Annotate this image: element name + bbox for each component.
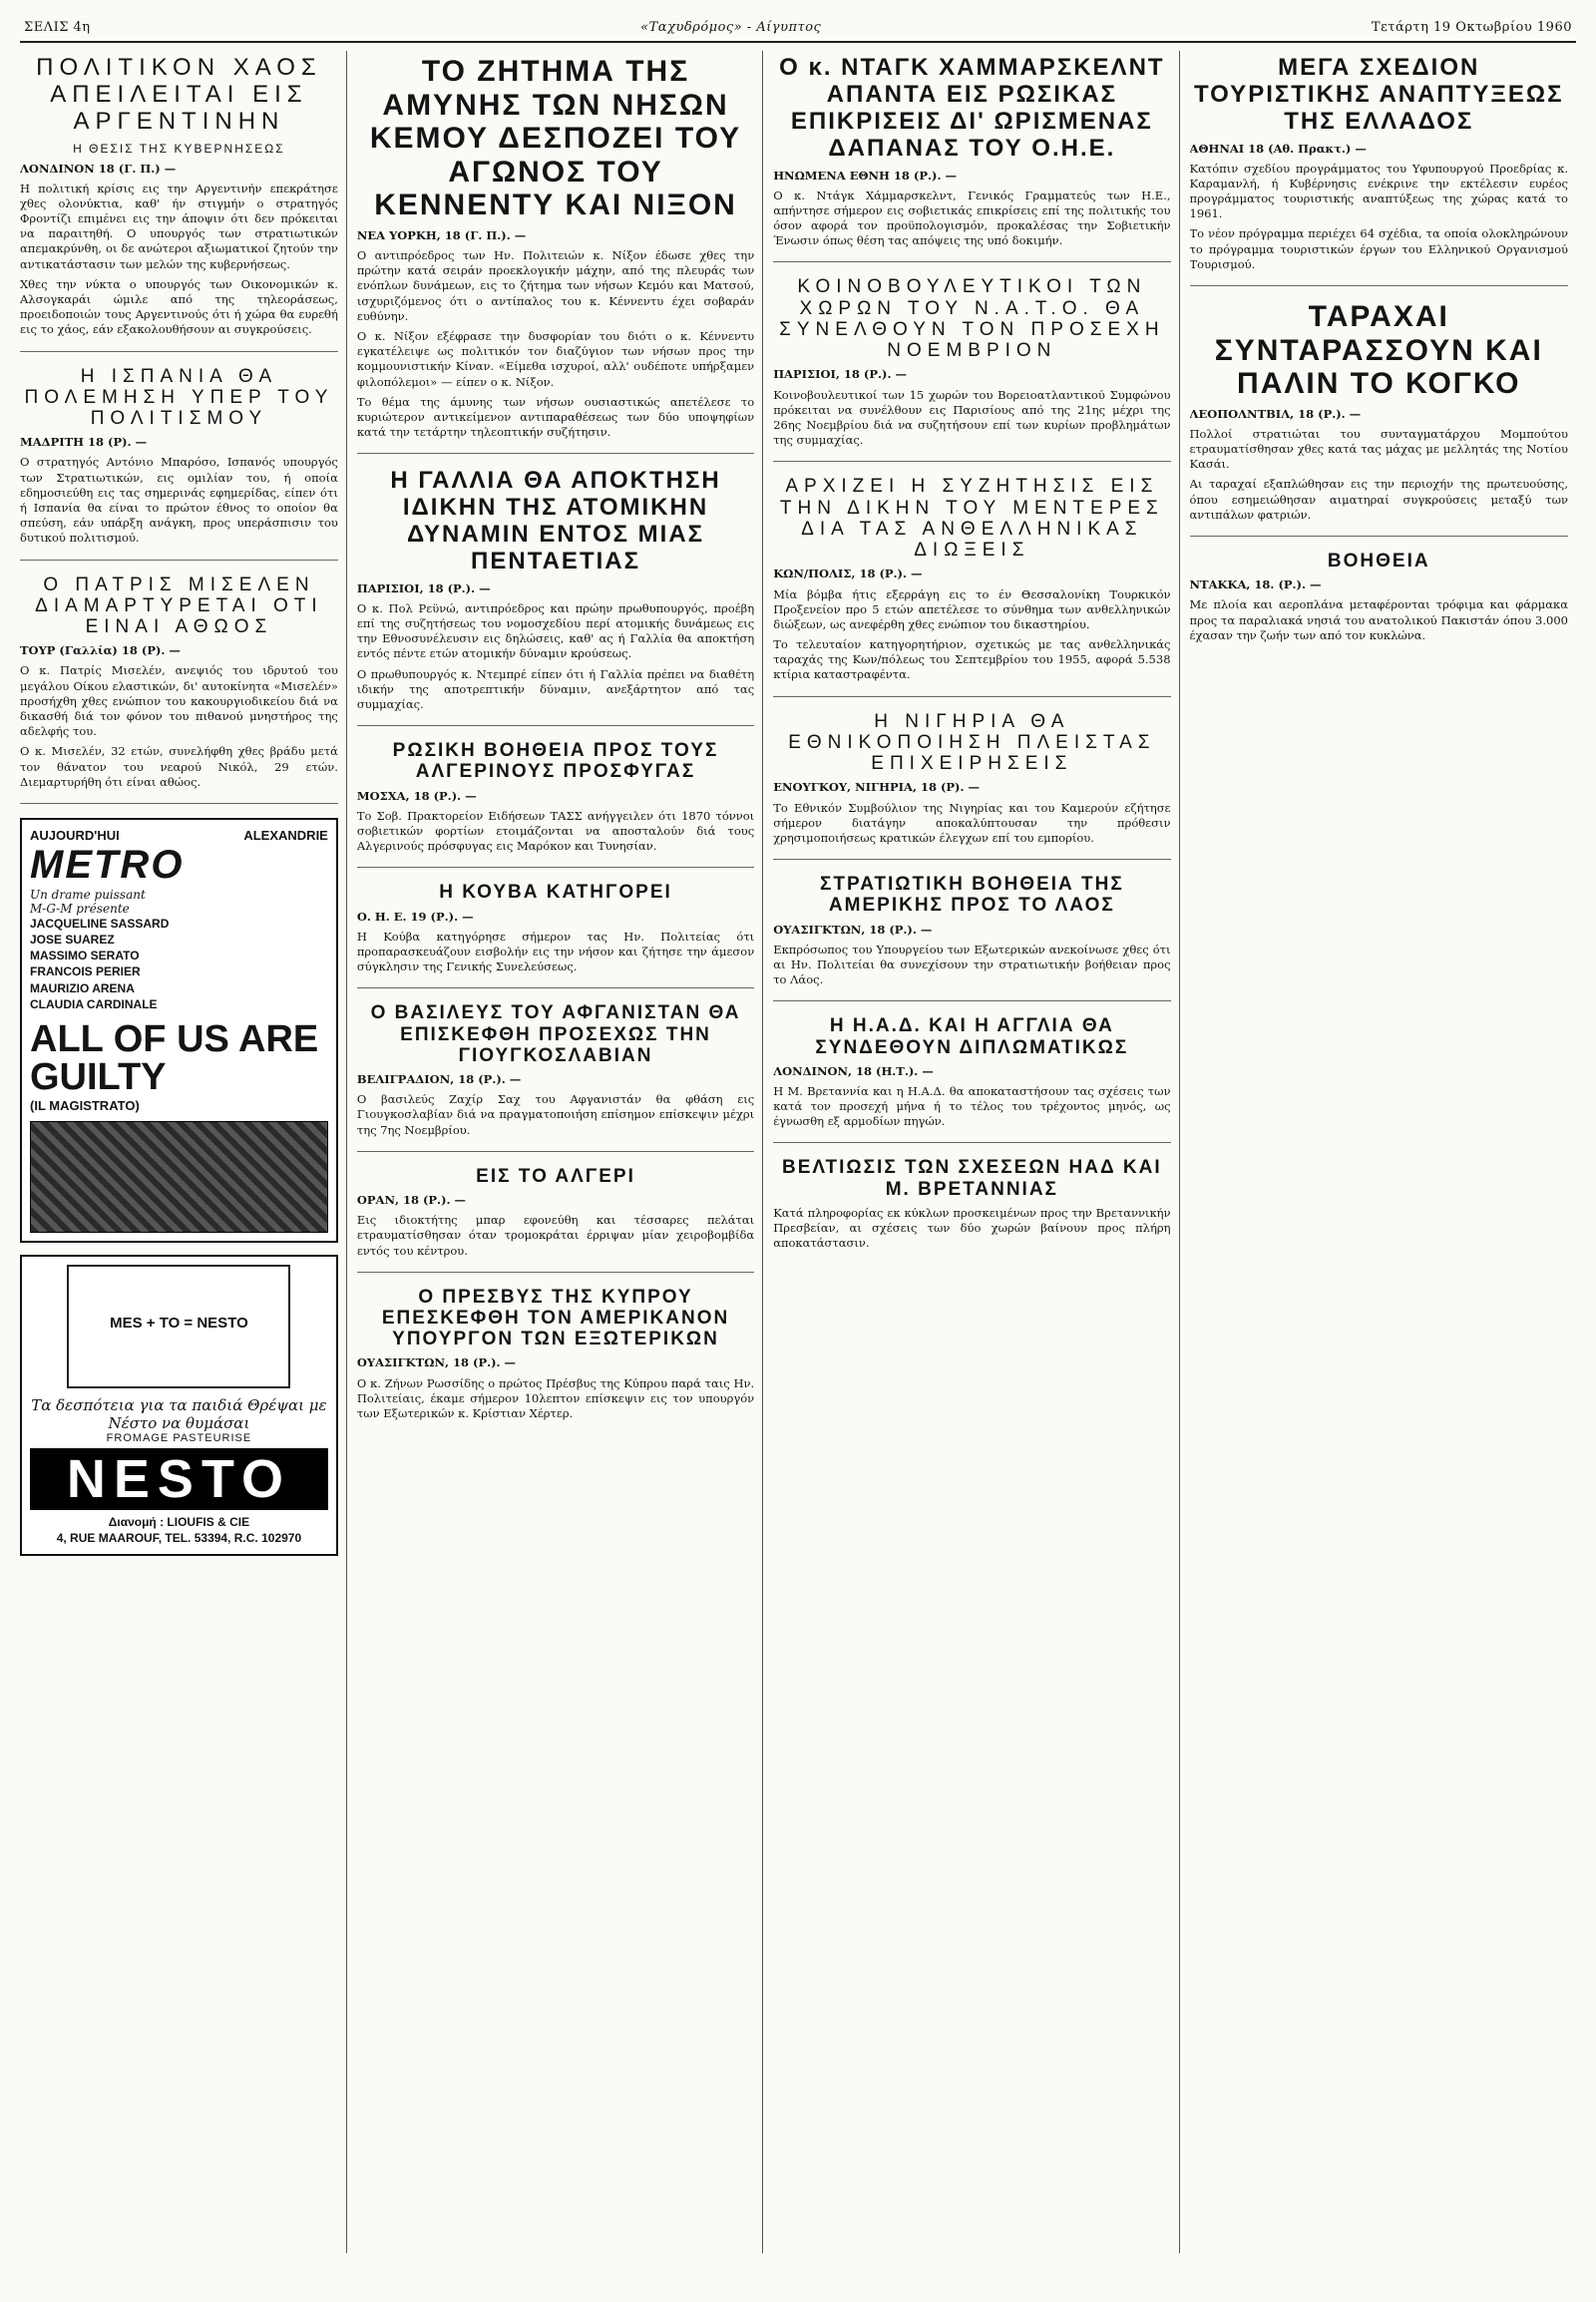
dateline: ΗΝΩΜΕΝΑ ΕΘΝΗ 18 (Ρ.). — <box>773 168 957 183</box>
cast-member: JOSE SUAREZ <box>30 933 115 948</box>
ad-slogan: Τα δεσπότεια για τα παιδιά Θρέψαι με Νέστο να θυμάσαι <box>31 1395 327 1432</box>
dateline: ΛΕΟΠΟΛΝΤΒΙΛ, 18 (Ρ.). — <box>1189 406 1362 421</box>
dateline: ΛΟΝΔΙΝΟΝ 18 (Γ. Π.) — <box>20 161 177 176</box>
ad-city: ALEXANDRIE <box>243 827 328 843</box>
story-paragraph: Ο κ. Πατρίς Μισελέν, ανεψιός του ιδρυτού του μεγάλου Οίκου ελαστικών, δι' αυτοκίνητα «Μισελέν» προσήχθη χθες ενώπιον του κακουργιοδικείου διά να δικασθή διά τον φόνον του πιθανού μνηστήρος της αδελφής του. <box>20 663 338 739</box>
headline: ΒΟΗΘΕΙΑ <box>1327 550 1430 572</box>
headline: ΑΡΧΙΖΕΙ Η ΣΥΖΗΤΗΣΙΣ ΕΙΣ ΤΗΝ ΔΙΚΗΝ ΤΟΥ ΜΕΝΤΕΡΕΣ ΔΙΑ ΤΑΣ ΑΝΘΕΛΛΗΝΙΚΑΣ ΔΙΩΞΕΙΣ <box>779 476 1164 562</box>
dateline: ΟΥΑΣΙΓΚΤΩΝ, 18 (Ρ.). — <box>773 922 933 937</box>
story-paragraph: Ο αντιπρόεδρος των Ην. Πολιτειών κ. Νίξον έδωσε χθες την πρώτην κατά σειράν προεκλογικήν μάχην, από της πλευράς των ενόπλων δυνάμεων, εις το ζήτημα των νήσων Κεμόυ και Ματσού, ισχυριζόμενος ότι ο αντίπαλος του κ. Κέννεντυ έχει σοβαράν ευθύνην. <box>356 248 755 323</box>
ad-product-label: FROMAGE PASTEURISE <box>106 1431 252 1444</box>
story-paragraph: Εις ιδιοκτήτης μπαρ εφονεύθη και τέσσαρες πελάται ετραυματίσθησαν όταν τρομοκράται έρριψαν μίαν χειροβομβίδα εντός του κέντρου. <box>356 1213 755 1258</box>
story-paragraph: Αι ταραχαί εξαπλώθησαν εις την περιοχήν της πρωτευούσης, όπου εσημειώθησαν αιματηραί συγκρούσεις μεταξύ των αντιπάλων φατριών. <box>1189 477 1568 522</box>
story-paragraph: Ο κ. Μισελέν, 32 ετών, συνελήφθη χθες βράδυ μετά τον θάνατον του νεαρού Νικόλ, 29 ετών. Διεμαρτυρήθη ότι είναι αθώος. <box>20 744 338 789</box>
ad-photo <box>30 1121 328 1233</box>
ad-blackboard <box>67 1265 290 1388</box>
story-paragraph: Το νέον πρόγραμμα περιέχει 64 σχέδια, τα οποία ολοκληρώνουν το πρόγραμμα τουριστικών έργων του Ελληνικού Οργανισμού Τουρισμού. <box>1189 226 1568 271</box>
headline: Ο ΠΑΤΡΙΣ ΜΙΣΕΛΕΝ ΔΙΑΜΑΡΤΥΡΕΤΑΙ ΟΤΙ ΕΙΝΑΙ ΑΘΩΟΣ <box>35 574 323 638</box>
story-nato-parliamentarians <box>773 276 1170 462</box>
ad-tagline: Un drame puissant <box>30 887 146 902</box>
story-laos-aid <box>773 874 1170 1001</box>
story-nigeria <box>773 711 1170 860</box>
newspaper-page <box>20 20 1576 2262</box>
dateline: ΝΕΑ ΥΟΡΚΗ, 18 (Γ. Π.). — <box>356 227 527 242</box>
column-1 <box>20 51 347 2253</box>
story-paragraph: Ο βασιλεύς Ζαχίρ Σαχ του Αφγανιστάν θα φθάση εις Γιουγκοσλαβίαν διά να πραγματοποιήση επίσημον επίσκεψιν μέχρι της 7ης Νοεμβρίου. <box>356 1092 755 1137</box>
story-dacca-aid <box>1190 551 1568 656</box>
ad-presents: M-G-M présente <box>30 901 130 916</box>
story-paragraph: Το Σοβ. Πρακτορείον Ειδήσεων ΤΑΣΣ ανήγγειλεν ότι 1870 τόννοι σοβιετικών φορτίων ετοιμάζονται να αποσταλούν διά τους Αλγερινούς πρόσφυγας εις Μαρόκον και Τυνησίαν. <box>356 808 755 854</box>
headline: ΒΕΛΤΙΩΣΙΣ ΤΩΝ ΣΧΕΣΕΩΝ ΗΑΔ ΚΑΙ Μ. ΒΡΕΤΑΝΝΙΑΣ <box>782 1157 1162 1200</box>
headline: Η ΝΙΓΗΡΙΑ ΘΑ ΕΘΝΙΚΟΠΟΙΗΣΗ ΠΛΕΙΣΤΑΣ ΕΠΙΧΕΙΡΗΣΕΙΣ <box>788 710 1156 775</box>
headline: ΚΟΙΝΟΒΟΥΛΕΥΤΙΚΟΙ ΤΩΝ ΧΩΡΩΝ ΤΟΥ Ν.Α.Τ.Ο. ΘΑ ΣΥΝΕΛΘΟΥΝ ΤΟΝ ΠΡΟΣΕΧΗ ΝΟΕΜΒΡΙΟΝ <box>779 276 1165 362</box>
story-paragraph: Το θέμα της άμυνης των νήσων ουσιαστικώς απετέλεσε το κυριώτερον αντικείμενον αντιπαραθέσεως των δύο υποψηφίων κατά την τετάρτην τηλεοπτικήν συζήτησιν. <box>356 394 755 440</box>
story-quemoy <box>357 55 754 454</box>
dateline: ΜΟΣΧΑ, 18 (Ρ.). — <box>356 788 477 803</box>
page-number: ΣΕΛΙΣ 4η <box>24 20 91 35</box>
story-michelin <box>20 575 338 804</box>
headline: ΜΕΓΑ ΣΧΕΔΙΟΝ ΤΟΥΡΙΣΤΙΚΗΣ ΑΝΑΠΤΥΞΕΩΣ ΤΗΣ ΕΛΛΑΔΟΣ <box>1193 54 1564 135</box>
story-paragraph: Χθες την νύκτα ο υπουργός των Οικονομικών κ. Αλσογκαράι ώμιλε από της τηλεοράσεως, προειδοποιών τους Αργεντινούς ότι ή χώρα θα ευρεθή εις το χάος, εάν εξακολουθήσουν αι συγκρούσεις. <box>20 276 338 337</box>
dateline: ΠΑΡΙΣΙΟΙ, 18 (Ρ.). — <box>773 367 907 382</box>
ad-equation: MES + TO = NESTO <box>110 1314 248 1332</box>
cast-member: CLAUDIA CARDINALE <box>30 996 158 1011</box>
story-cuba <box>357 882 754 988</box>
headline: ΣΤΡΑΤΙΩΤΙΚΗ ΒΟΗΘΕΙΑ ΤΗΣ ΑΜΕΡΙΚΗΣ ΠΡΟΣ ΤΟ ΛΑΟΣ <box>819 874 1124 917</box>
headline: ΤΟ ΖΗΤΗΜΑ ΤΗΣ ΑΜΥΝΗΣ ΤΩΝ ΝΗΣΩΝ ΚΕΜΟΥ ΔΕΣΠΟΖΕΙ ΤΟΥ ΑΓΩΝΟΣ ΤΟΥ ΚΕΝΝΕΝΤΥ ΚΑΙ ΝΙΞΟΝ <box>369 55 742 222</box>
story-paragraph: Μία βόμβα ήτις εξερράγη εις το έν Θεσσαλονίκη Τουρκικόν Προξενείον προ 5 ετών απετέλεσε το σύνθημα των ανθελληνικών διώξεων, ως ανεφέρθη χθες ενώπιον του δικαστηρίου. <box>773 586 1171 631</box>
story-paragraph: Με πλοία και αεροπλάνα μεταφέρονται τρόφιμα και φάρμακα προς τα παραλιακά νησιά του ανατολικού Πακιστάν όπου 3.000 έχασαν την ζωήν των από τον κυκλώνα. <box>1189 597 1568 642</box>
cast-member: FRANCOIS PERIER <box>30 964 141 979</box>
story-paragraph: Η Κούβα κατηγόρησε σήμερον τας Ην. Πολιτείας ότι προπαρασκευάζουν εισβολήν εις την νήσον και ζήτησε την άμεσον σύγκλησιν της Γενικής Συνελεύσεως. <box>356 929 755 974</box>
story-paragraph: Η πολιτική κρίσις εις την Αργεντινήν επεκράτησε χθες ολονύκτια, καθ' ήν στιγμήν ο στρατηγός Φροντίζι επιμένει εις την άποψιν ότι δεν πρόκειται να παραιτηθή. Ο υπουργός των στρατιωτικών απεμακρύνθη, οι δε ανώτεροι αξιωματικοί ζητούν την αντικατάστασιν των μελών της κυβερνήσεως. <box>20 181 338 271</box>
headline: Η ΚΟΥΒΑ ΚΑΤΗΓΟΡΕΙ <box>439 882 672 904</box>
issue-date: Τετάρτη 19 Οκτωβρίου 1960 <box>1371 20 1572 35</box>
story-congo-unrest <box>1190 300 1568 537</box>
dateline: ΕΝΟΥΓΚΟΥ, ΝΙΓΗΡΙΑ, 18 (Ρ). — <box>773 780 981 795</box>
story-cyprus-ambassador <box>357 1287 754 1434</box>
story-paragraph: Η Μ. Βρεταννία και η Η.Α.Δ. θα αποκαταστήσουν τας σχέσεις των κατά τον προσεχή μήνα ή το τέλος του τρέχοντος μηνός, ως έγνωσθη εξ αρμοδίων πηγών. <box>773 1083 1171 1129</box>
subheadline: Η ΘΕΣΙΣ ΤΗΣ ΚΥΒΕΡΝΗΣΕΩΣ <box>73 141 285 156</box>
story-paragraph: Ο στρατηγός Αντόνιο Μπαρόσο, Ισπανός υπουργός των Στρατιωτικών, εις ομιλίαν του, ή οποία εδημοσιεύθη εις τας σημερινάς εφημερίδας, είπεν ότι ή Ισπανία θα είναι το πρώτον έθνος το οποίον θα σπεύση, εάν υπάρξη ανάγκη, προς υπεράσπισιν του δυτικού πολιτισμού. <box>20 455 338 546</box>
story-paragraph: Εκπρόσωπος του Υπουργείου των Εξωτερικών ανεκοίνωσε χθες ότι αι Ην. Πολιτείαι θα συνεχίσουν την στρατιωτικήν βοήθειαν προς το Λάος. <box>773 942 1171 987</box>
dateline: ΛΟΝΔΙΝΟΝ, 18 (Η.Τ.). — <box>773 1063 934 1078</box>
cast-member: MASSIMO SERATO <box>30 949 140 963</box>
headline: ΡΩΣΙΚΗ ΒΟΗΘΕΙΑ ΠΡΟΣ ΤΟΥΣ ΑΛΓΕΡΙΝΟΥΣ ΠΡΟΣΦΥΓΑΣ <box>392 740 719 783</box>
story-relations-improvement <box>773 1157 1170 1264</box>
headline: Η ΙΣΠΑΝΙΑ ΘΑ ΠΟΛΕΜΗΣΗ ΥΠΕΡ ΤΟΥ ΠΟΛΙΤΙΣΜΟΥ <box>24 365 334 430</box>
column-4 <box>1190 51 1576 2253</box>
story-france-atomic <box>357 468 754 726</box>
ad-today: AUJOURD'HUI <box>30 827 120 843</box>
column-3 <box>773 51 1179 2253</box>
headline: Ο ΠΡΕΣΒΥΣ ΤΗΣ ΚΥΠΡΟΥ ΕΠΕΣΚΕΦΘΗ ΤΟΝ ΑΜΕΡΙΚΑΝΟΝ ΥΠΟΥΡΓΟΝ ΤΩΝ ΕΞΩΤΕΡΙΚΩΝ <box>381 1286 730 1350</box>
headline: ΕΙΣ ΤΟ ΑΛΓΕΡΙ <box>476 1165 635 1187</box>
story-paragraph: Ο κ. Ζήνων Ρωσσίδης ο πρώτος Πρέσβυς της Κύπρου παρά ταις Ην. Πολιτείαις, έκαμε σήμερον 10λεπτον επίσκεψιν εις τον υπουργόν των Εξωτερικών κ. Κρίστιαν Χέρτερ. <box>356 1375 755 1420</box>
dateline: ΟΥΑΣΙΓΚΤΩΝ, 18 (Ρ.). — <box>356 1355 517 1370</box>
ad-address: 4, RUE MAAROUF, TEL. 53394, R.C. 102970 <box>56 1531 302 1546</box>
story-soviet-aid <box>357 740 754 868</box>
story-spain <box>20 366 338 561</box>
story-algeria <box>357 1166 754 1273</box>
story-paragraph: Το Εθνικόν Συμβούλιον της Νιγηρίας και του Καμερούν εζήτησε σήμερον διατάγην αποκαλύπτουσαν την πρόθεσιν χρησιμοποιήσεως κρατικών έλεγχων επί του εμπορίου. <box>773 800 1171 845</box>
dateline: ΟΡΑΝ, 18 (Ρ.). — <box>356 1193 467 1207</box>
story-paragraph: Ο κ. Νίξον εξέφρασε την δυσφορίαν του διότι ο κ. Κέννεντυ εγκατέλειψε ως πολιτικόν τον διαζύγιον των νήσων προς την κομμουνιστικήν Κίναν. «Είμεθα ισχυροί, αλλ' ουδέποτε υπήρξαμεν φιλοπόλεμοι» — είπεν ο κ. Νίξον. <box>356 329 755 389</box>
story-paragraph: Ο κ. Ντάγκ Χάμμαρσκελντ, Γενικός Γραμματεύς των Η.Ε., απήντησε σήμερον εις σοβιετικάς επικρίσεις επί της πολιτικής του όσον αφορά τον προϋπολογισμόν, προκαλέσας την Σοβιετικήν Ένωσιν όπως θέση τας απόψεις της υπό δοκιμήν. <box>773 188 1171 248</box>
cast-member: MAURIZIO ARENA <box>30 980 135 995</box>
ad-film-title: ALL OF US ARE GUILTY <box>30 1017 319 1098</box>
ad-brand: NESTO <box>30 1448 328 1510</box>
nesto-advert <box>20 1255 338 1556</box>
headline: ΤΑΡΑΧΑΙ ΣΥΝΤΑΡΑΣΣΟΥΝ ΚΑΙ ΠΑΛΙΝ ΤΟ ΚΟΓΚΟ <box>1214 300 1543 401</box>
story-paragraph: Πολλοί στρατιώται του συνταγματάρχου Μομπούτου ετραυματίσθησαν χθες κατά τας μάχας με μελλητάς της Νοτίου Κασάι. <box>1189 426 1568 472</box>
story-hammarskjold <box>773 55 1170 262</box>
dateline: ΒΕΛΙΓΡΑΔΙΟΝ, 18 (Ρ.). — <box>356 1072 522 1087</box>
dateline: ΚΩΝ/ΠΟΛΙΣ, 18 (Ρ.). — <box>773 567 923 581</box>
masthead <box>20 20 1576 43</box>
headline: Ο ΒΑΣΙΛΕΥΣ ΤΟΥ ΑΦΓΑΝΙΣΤΑΝ ΘΑ ΕΠΙΣΚΕΦΘΗ ΠΡΟΣΕΧΩΣ ΤΗΝ ΓΙΟΥΓΚΟΣΛΑΒΙΑΝ <box>370 1002 741 1066</box>
story-paragraph: Κατά πληροφορίας εκ κύκλων προσκειμένων προς την Βρεταννικήν Πρεσβείαν, αι σχέσεις των δύο χωρών βαίνουν προς πλήρη αποκατάστασιν. <box>773 1206 1171 1251</box>
cast-member: JACQUELINE SASSARD <box>30 916 170 931</box>
story-menderes-trial <box>773 476 1170 696</box>
story-paragraph: Ο κ. Πολ Ρεϋνώ, αντιπρόεδρος και πρώην πρωθυπουργός, προέβη επί της συζητήσεως του νομοσχεδίου περί ατομικής δυνάμεως εις την Εθνοσυνέλευσιν εις δηλώσεις, καθ' ας ή Γαλλία θα αποκτήση εντός πέντε ετών ατομικήν δύναμιν κρούσεως. <box>356 600 755 661</box>
story-argentina <box>20 55 338 352</box>
dateline: ΤΟΥΡ (Γαλλία) 18 (Ρ). — <box>20 643 181 658</box>
headline: Η Η.Α.Δ. ΚΑΙ Η ΑΓΓΛΙΑ ΘΑ ΣΥΝΔΕΘΟΥΝ ΔΙΠΛΩΜΑΤΙΚΩΣ <box>815 1015 1129 1058</box>
story-paragraph: Κατόπιν σχεδίου προγράμματος του Υφυπουργού Προεδρίας κ. Καραμανλή, ή Κυβέρνησις ενέκρινε την εκτέλεσιν ευρέος προγράμματος τουριστικής αναπτύξεως της χώρας κατά το 1961. <box>1189 161 1568 221</box>
story-paragraph: Ο πρωθυπουργός κ. Ντεμπρέ είπεν ότι ή Γαλλία πρέπει να διαθέτη ιδικήν της αποτρεπτικήν δύναμιν, ανεξάρτητον από τας συμμαχίας. <box>356 666 755 711</box>
ad-film-subtitle: (IL MAGISTRATO) <box>30 1097 140 1113</box>
dateline: Ο. Η. Ε. 19 (Ρ.). — <box>356 909 474 924</box>
dateline: ΑΘΗΝΑΙ 18 (Αθ. Πρακτ.) — <box>1189 141 1367 156</box>
cinema-advert <box>20 818 338 1243</box>
story-afghan-king <box>357 1002 754 1151</box>
column-2 <box>357 51 763 2253</box>
headline: ΠΟΛΙΤΙΚΟΝ ΧΑΟΣ ΑΠΕΙΛΕΙΤΑΙ ΕΙΣ ΑΡΓΕΝΤΙΝΗΝ <box>36 54 322 135</box>
dateline: ΝΤΑΚΚΑ, 18. (Ρ.). — <box>1189 577 1322 592</box>
dateline: ΜΑΔΡΙΤΗ 18 (Ρ). — <box>20 435 148 450</box>
ad-cast <box>30 916 328 1012</box>
headline: Ο κ. ΝΤΑΓΚ ΧΑΜΜΑΡΣΚΕΛΝΤ ΑΠΑΝΤΑ ΕΙΣ ΡΩΣΙΚΑΣ ΕΠΙΚΡΙΣΕΙΣ ΔΙ' ΩΡΙΣΜΕΝΑΣ ΔΑΠΑΝΑΣ ΤΟΥ Ο.Η.Ε. <box>779 54 1165 162</box>
story-paragraph: Κοινοβουλευτικοί των 15 χωρών του Βορειοατλαντικού Συμφώνου πρόκειται να συνέλθουν εις Παρισίους από της 21ης μέχρι της 26ης Νοεμβρίου διά να συζητήσουν επί των κυρίων προβλημάτων της συμμαχίας. <box>773 387 1171 448</box>
headline: Η ΓΑΛΛΙΑ ΘΑ ΑΠΟΚΤΗΣΗ ΙΔΙΚΗΝ ΤΗΣ ΑΤΟΜΙΚΗΝ ΔΥΝΑΜΙΝ ΕΝΤΟΣ ΜΙΑΣ ΠΕΝΤΑΕΤΙΑΣ <box>390 467 721 575</box>
story-greek-tourism <box>1190 55 1568 286</box>
newspaper-title: «Ταχυδρόμος» - Αίγυπτος <box>640 20 822 35</box>
story-uar-britain <box>773 1015 1170 1143</box>
story-paragraph: Το τελευταίον κατηγορητήριον, σχετικώς με τας ανθελληνικάς ταραχάς της Κων/πόλεως του Σεπτεμβρίου του 1955, αφορά 5.538 κτίρια καταστραφέντα. <box>773 637 1171 682</box>
dateline: ΠΑΡΙΣΙΟΙ, 18 (Ρ.). — <box>356 580 491 595</box>
ad-distributor: Διανομή : LIOUFIS & CIE <box>108 1514 250 1529</box>
ad-cinema-name: METRO <box>30 842 185 887</box>
